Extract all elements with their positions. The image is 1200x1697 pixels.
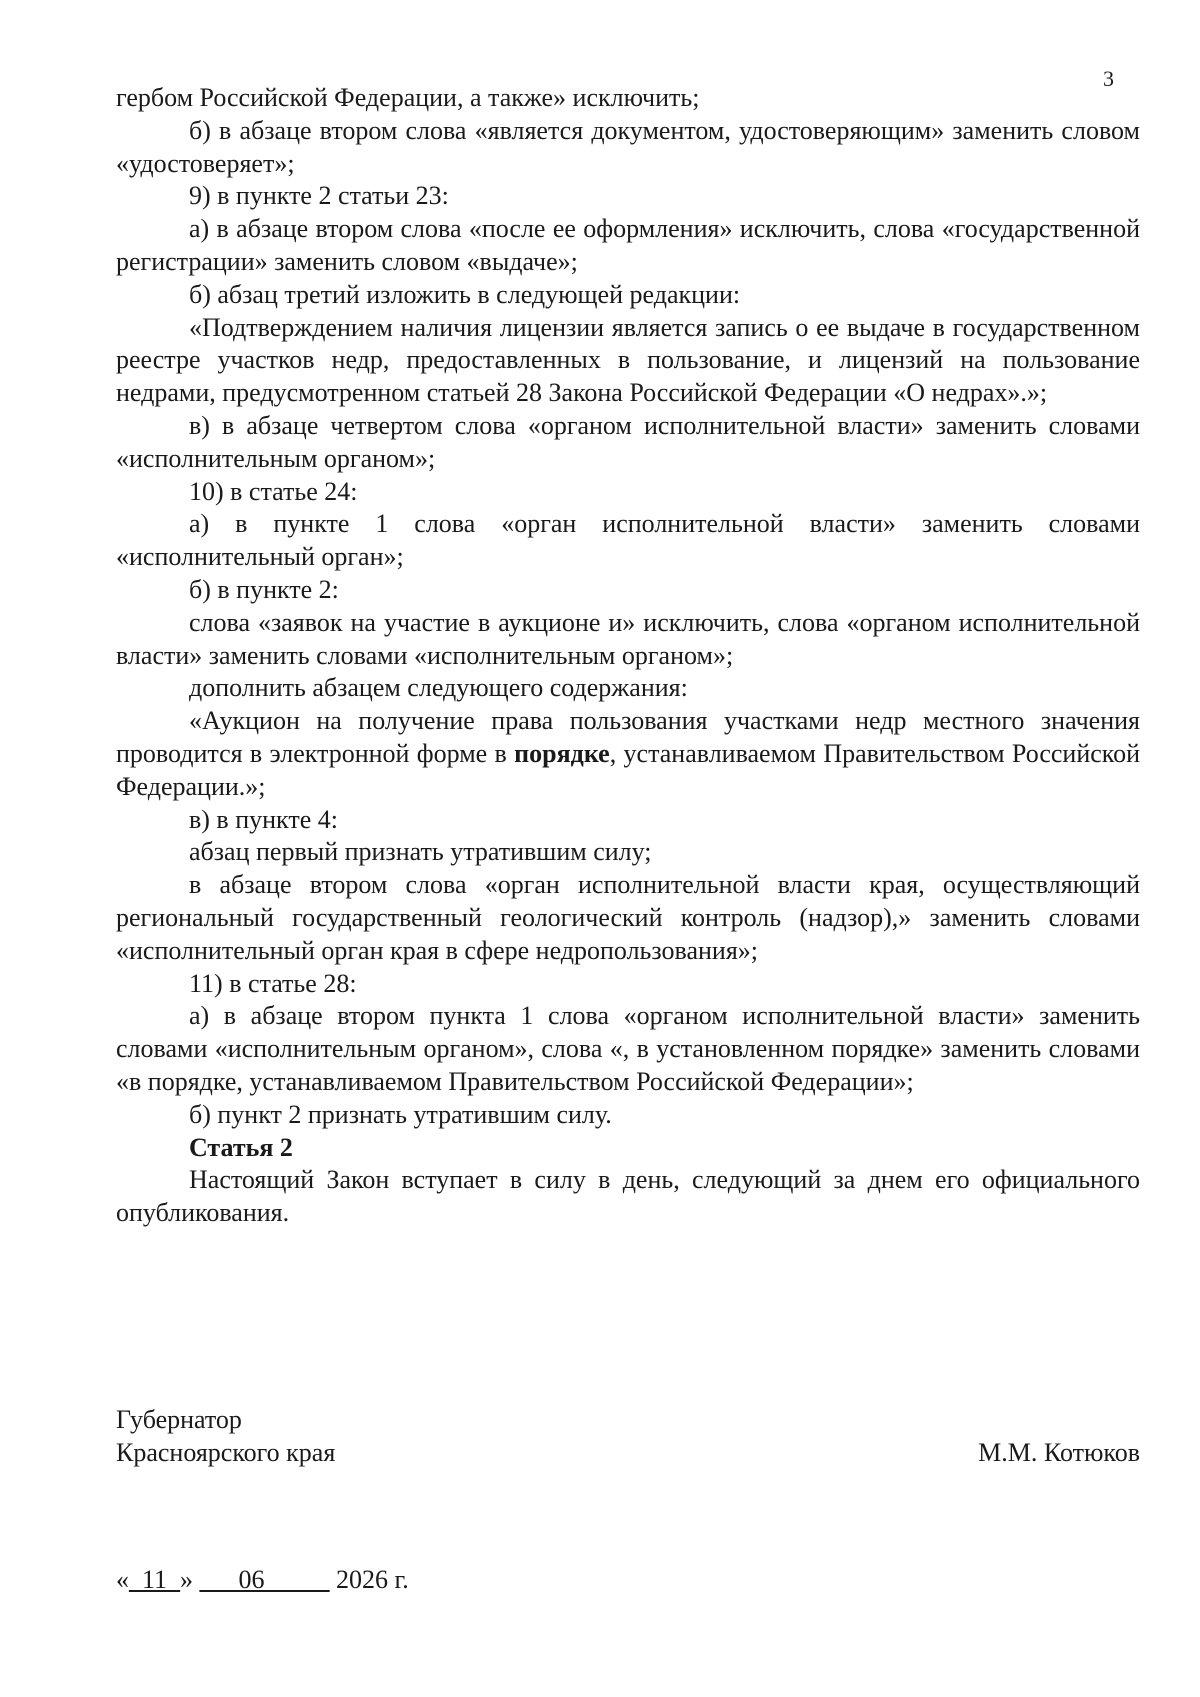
paragraph bbox=[116, 705, 1140, 803]
paragraph: гербом Российской Федерации, а также» исключить; bbox=[116, 83, 700, 112]
paragraph: 9) в пункте 2 статьи 23: bbox=[189, 181, 449, 211]
paragraph: «Подтверждением наличия лицензии является запись о ее выдаче в государственном реестре участков недр, предоставленных в пользование, и лицензий на пользование недрами, предусмотренном статьей 28 Закона Российской Федерации «О недрах».»; bbox=[116, 312, 1140, 408]
paragraph: б) в абзаце втором слова «является документом, удостоверяющим» заменить словом «удостоверяет»; bbox=[116, 115, 1140, 178]
paragraph: а) в абзаце втором слова «после ее оформления» исключить, слова «государственной регистрации» заменить словом «выдаче»; bbox=[116, 214, 1140, 276]
signature-block bbox=[116, 1403, 1140, 1469]
signing-date bbox=[116, 1563, 409, 1596]
paragraph: слова «заявок на участие в аукционе и» исключить, слова «органом исполнительной власти» заменить словами «исполнительным органом»; bbox=[116, 607, 1140, 670]
date-day: _11_ bbox=[129, 1565, 181, 1594]
date-open-quote: « bbox=[116, 1565, 129, 1594]
page-number: 3 bbox=[1103, 66, 1114, 91]
paragraph: б) в пункте 2: bbox=[189, 574, 339, 604]
paragraph: в) в пункте 4: bbox=[189, 804, 338, 834]
paragraph: 10) в статье 24: bbox=[189, 476, 358, 506]
paragraph: а) в абзаце втором пункта 1 слова «органом исполнительной власти» заменить словами «исполнительным органом», слова «, в установленном порядке» заменить словами «в порядке, устанавливаемом Правительством Российской Федерации»; bbox=[116, 1001, 1140, 1096]
date-year: 2026 г. bbox=[336, 1565, 409, 1594]
date-month: ___06_____ bbox=[199, 1565, 330, 1594]
document-body bbox=[116, 82, 1140, 1230]
paragraph-text: , устанавливаемом Правительством Российской Федерации.»; bbox=[116, 738, 1141, 801]
paragraph: б) абзац третий изложить в следующей редакции: bbox=[189, 279, 741, 309]
bold-term: порядке bbox=[514, 738, 610, 768]
paragraph-text: «Аукцион на получение права пользования участками недр местного значения проводится в электронной форме в bbox=[116, 706, 1140, 768]
signature-row bbox=[116, 1436, 1140, 1469]
paragraph: дополнить абзацем следующего содержания: bbox=[189, 673, 688, 703]
paragraph: 11) в статье 28: bbox=[189, 968, 357, 998]
paragraph: абзац первый признать утратившим силу; bbox=[189, 837, 652, 867]
article-text: Настоящий Закон вступает в силу в день, следующий за днем его официального опубликования. bbox=[116, 1165, 1140, 1228]
signature-title-line2: Красноярского края bbox=[116, 1438, 336, 1467]
paragraph: б) пункт 2 признать утратившим силу. bbox=[189, 1099, 612, 1129]
paragraph: в абзаце втором слова «орган исполнительной власти края, осуществляющий региональный государственный геологический контроль (надзор),» заменить словами «исполнительный орган края в сфере недропользования»; bbox=[116, 870, 1140, 965]
date-close-quote: » bbox=[180, 1565, 194, 1594]
signatory-name: М.М. Котюков bbox=[978, 1438, 1140, 1467]
paragraph: а) в пункте 1 слова «орган исполнительной власти» заменить словами «исполнительный орган»; bbox=[116, 509, 1140, 572]
article-heading: Статья 2 bbox=[189, 1132, 293, 1162]
signature-title-line1: Губернатор bbox=[116, 1405, 242, 1434]
paragraph: в) в абзаце четвертом слова «органом исполнительной власти» заменить словами «исполнительным органом»; bbox=[116, 410, 1140, 473]
